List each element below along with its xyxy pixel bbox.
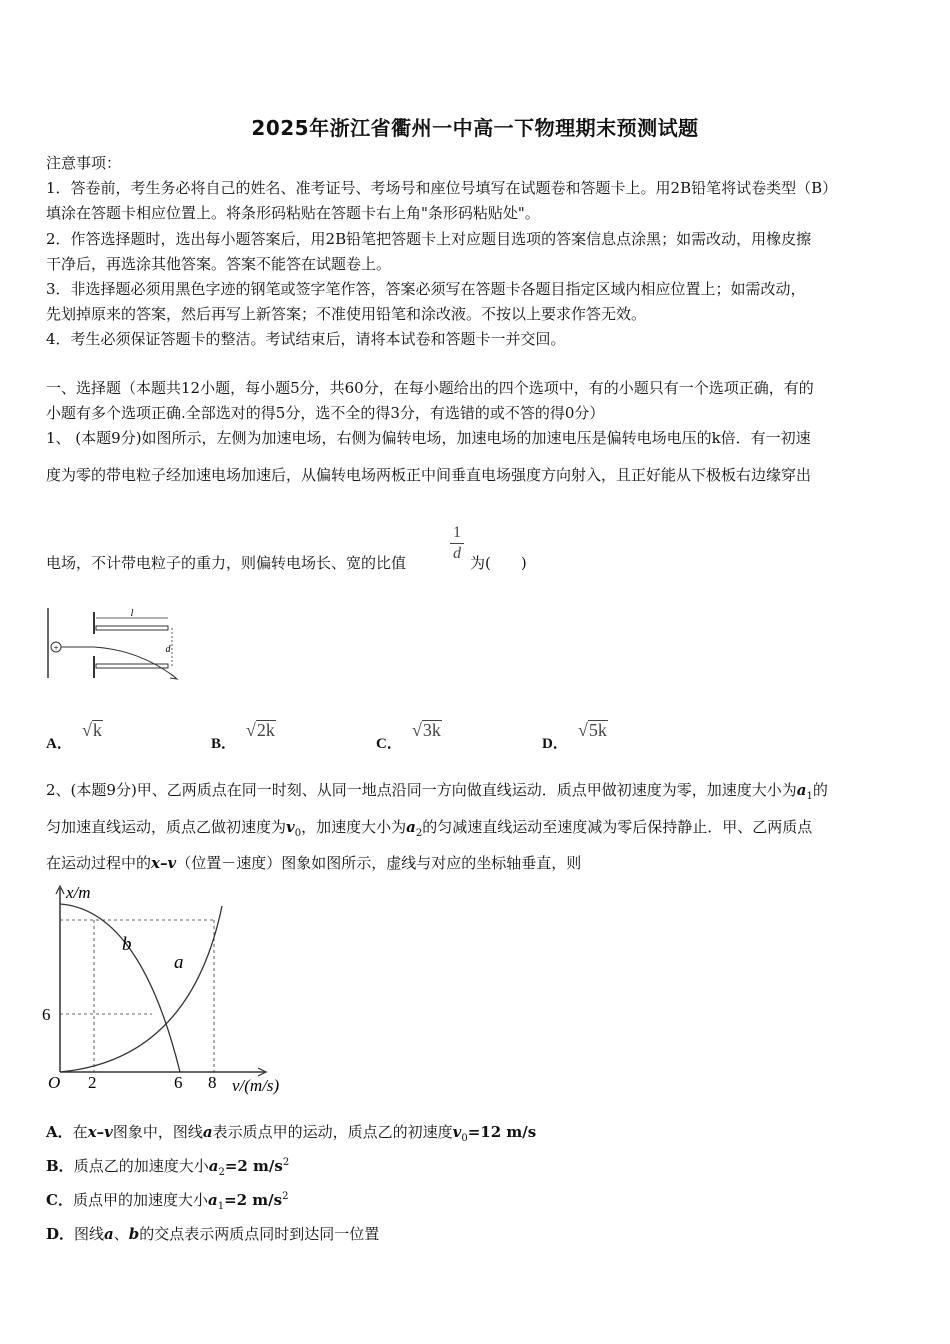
q1-option-a-value xyxy=(82,720,103,741)
var-v0-sub: 0 xyxy=(294,828,302,839)
particle-trajectory xyxy=(94,647,176,678)
notice-line-4: 干净后，再选涂其他答案。答案不能答在试题卷上。 xyxy=(46,255,392,273)
radical-icon: √ xyxy=(578,720,588,740)
curve-b-label: b xyxy=(122,934,132,955)
q1-option-c-label: C． xyxy=(376,736,402,752)
choice-c-sub: 1 xyxy=(217,1201,225,1212)
choice-b-sub: 2 xyxy=(218,1167,225,1178)
radical-icon: √ xyxy=(412,720,422,740)
q2-xv-graph xyxy=(40,880,300,1100)
q1-option-c-value xyxy=(412,720,442,741)
q1-line-3: 电场，不计带电粒子的重力，则偏转电场长、宽的比值 xyxy=(46,554,407,572)
q2-line-1-end: 的 xyxy=(812,781,828,799)
choice-c-var: a xyxy=(207,1191,218,1209)
choice-c-sup: 2 xyxy=(282,1191,289,1202)
choice-a-v: v xyxy=(452,1123,462,1141)
notice-line-7: 4．考生必须保证答题卡的整洁。考试结束后，请将本试卷和答题卡一并交回。 xyxy=(46,330,566,348)
choice-c-label: C． xyxy=(46,1191,73,1209)
radicand: k xyxy=(92,720,102,740)
choice-a-var: a xyxy=(202,1123,213,1141)
width-label: d xyxy=(165,644,171,655)
x-tick-label: 2 xyxy=(88,1073,97,1092)
q1-option-b-label: B． xyxy=(211,736,237,752)
q2-line-3-text-a: 在运动过程中的 xyxy=(46,854,152,872)
fraction-bar xyxy=(450,543,464,544)
notice-line-2: 填涂在答题卡相应位置上。将条形码粘贴在答题卡右上角"条形码粘贴处"。 xyxy=(46,204,540,222)
x-tick-label: 6 xyxy=(174,1073,183,1092)
q1-option-a-label: A． xyxy=(46,736,72,752)
choice-b-label: B． xyxy=(46,1157,74,1175)
var-a2: a xyxy=(406,818,416,836)
q2-line-3-text-b: （位置－速度）图象如图所示，虚线与对应的坐标轴垂直，则 xyxy=(176,854,582,872)
choice-a-text-mid: 图象中，图线 xyxy=(112,1123,203,1141)
q2-choice-d xyxy=(46,1223,379,1244)
upper-plate xyxy=(96,626,168,630)
q2-choice-b xyxy=(46,1155,289,1178)
notice-line-1: 1．答卷前，考生务必将自己的姓名、准考证号、考场号和座位号填写在试题卷和答题卡上。用2B铅笔将试卷类型（B） xyxy=(46,179,838,197)
choice-d-var2: b xyxy=(128,1225,140,1243)
q1-option-d-label: D． xyxy=(542,736,568,752)
x-axis-label: v/(m/s) xyxy=(232,1076,280,1095)
radical-icon: √ xyxy=(82,720,92,740)
notice-line-5: 3．非选择题必须用黑色字迹的钢笔或签字笔作答，答案必须写在答题卡各题目指定区域内相应位置上；如需改动， xyxy=(46,280,806,298)
choice-b-var: a xyxy=(208,1157,219,1175)
notice-line-3: 2．作答选择题时，选出每小题答案后，用2B铅笔把答题卡上对应题目选项的答案信息点涂黑；如需改动，用橡皮擦 xyxy=(46,230,812,248)
choice-b-text-pre: 质点乙的加速度大小 xyxy=(73,1157,209,1175)
q2-line-1 xyxy=(46,779,828,802)
section-heading-line-2: 小题有多个选项正确.全部选对的得5分，选不全的得3分，有选错的或不答的得0分） xyxy=(46,404,605,422)
var-a1-sub: 1 xyxy=(806,791,813,802)
particle-charge: + xyxy=(53,643,59,653)
choice-b-text-end: =2 m/s xyxy=(224,1157,283,1175)
var-a2-sub: 2 xyxy=(415,828,423,839)
y-axis-label: x/m xyxy=(66,883,91,902)
curve-a xyxy=(60,906,222,1072)
q1-line-2: 度为零的带电粒子经加速电场加速后，从偏转电场两板正中间垂直电场强度方向射入，且正好能从下极板右边缘穿出 xyxy=(46,466,812,484)
choice-c-text-pre: 质点甲的加速度大小 xyxy=(72,1191,208,1209)
choice-d-text-pre: 图线 xyxy=(74,1225,105,1243)
choice-b-sup: 2 xyxy=(282,1157,290,1168)
choice-d-sep: 、 xyxy=(113,1225,129,1243)
radicand: 5k xyxy=(588,720,607,740)
origin-label: O xyxy=(48,1073,61,1092)
choice-c-text-end: =2 m/s xyxy=(224,1191,283,1209)
x-tick-label: 8 xyxy=(208,1073,217,1092)
y-tick-label: 6 xyxy=(42,1005,51,1024)
choice-a-text-mid2: 表示质点甲的运动，质点乙的初速度 xyxy=(212,1123,453,1141)
q2-line-3 xyxy=(46,852,581,873)
var-a1: a xyxy=(796,781,807,799)
notice-heading: 注意事项： xyxy=(46,154,122,172)
q2-line-2-text-a: 匀加速直线运动，质点乙做初速度为 xyxy=(46,818,287,836)
choice-a-label: A． xyxy=(46,1123,73,1141)
var-xv: x–v xyxy=(151,854,177,872)
q2-line-2 xyxy=(46,816,812,839)
length-label: l xyxy=(130,608,134,619)
radicand: 3k xyxy=(422,720,441,740)
choice-d-label: D． xyxy=(46,1225,75,1243)
choice-a-text-pre: 在 xyxy=(72,1123,88,1141)
curve-a-label: a xyxy=(174,952,184,973)
radicand: 2k xyxy=(256,720,275,740)
q1-line-3-end: 为( ) xyxy=(470,554,527,572)
choice-a-vsub: 0 xyxy=(461,1133,468,1144)
notice-line-6: 先划掉原来的答案，然后再写上新答案；不准使用铅笔和涂改液。不按以上要求作答无效。 xyxy=(46,305,647,323)
fraction-denominator: d xyxy=(453,545,461,562)
q2-line-1-text: 2、(本题9分)甲、乙两质点在同一时刻、从同一地点沿同一方向做直线运动．质点甲做初速度为零，加速度大小为 xyxy=(46,781,797,799)
choice-d-text-end: 的交点表示两质点同时到达同一位置 xyxy=(139,1225,380,1243)
q1-line-1: 1、 (本题9分)如图所示，左侧为加速电场，右侧为偏转电场，加速电场的加速电压是偏转电场电压的k倍．有一初速 xyxy=(46,429,811,447)
section-heading-line-1: 一、选择题（本题共12小题，每小题5分，共60分，在每小题给出的四个选项中，有的小题只有一个选项正确，有的 xyxy=(46,379,814,397)
q1-field-diagram xyxy=(40,604,190,684)
q2-choice-a xyxy=(46,1121,536,1144)
q2-line-2-text-c: 的匀减速直线运动至速度减为零后保持静止．甲、乙两质点 xyxy=(422,818,813,836)
choice-d-var1: a xyxy=(104,1225,114,1243)
var-v0: v xyxy=(286,818,295,836)
q2-line-2-text-b: ，加速度大小为 xyxy=(301,818,407,836)
page-title: 2025年浙江省衢州一中高一下物理期末预测试题 xyxy=(251,116,699,140)
ratio-fraction xyxy=(450,524,464,563)
q2-choice-c xyxy=(46,1189,288,1212)
curve-b xyxy=(60,904,180,1072)
q1-option-d-value xyxy=(578,720,608,741)
choice-a-xv: x–v xyxy=(87,1123,113,1141)
fraction-numerator: 1 xyxy=(453,524,461,541)
choice-a-text-end: =12 m/s xyxy=(467,1123,537,1141)
radical-icon: √ xyxy=(246,720,256,740)
q1-option-b-value xyxy=(246,720,276,741)
